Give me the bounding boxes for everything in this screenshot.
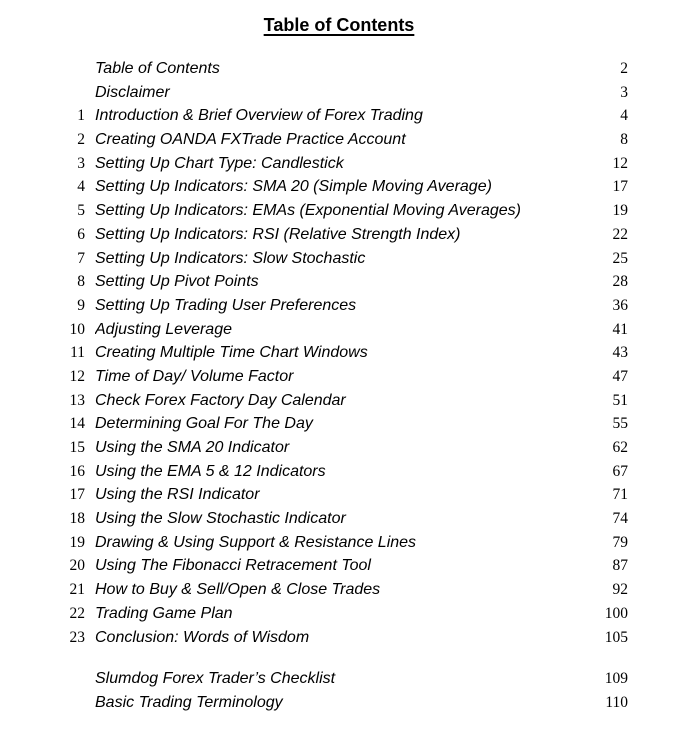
toc-entry-page-number: 25 [612, 249, 628, 267]
toc-entry [0, 602, 628, 626]
toc-entry [0, 578, 628, 602]
toc-entry-title: Using the EMA 5 & 12 Indicators [95, 462, 326, 480]
toc-entry [0, 318, 628, 342]
toc-entry-page-number: 100 [604, 604, 628, 622]
toc-entry-number: 22 [69, 604, 85, 622]
toc-entry-number: 4 [77, 178, 85, 196]
toc-entry [0, 460, 628, 484]
toc-entry-number: 13 [69, 391, 85, 409]
toc-entry-title: Setting Up Trading User Preferences [95, 296, 357, 314]
toc-entry-page-number: 8 [620, 131, 628, 149]
toc-entry-title: How to Buy & Sell/Open & Close Trades [95, 581, 381, 599]
toc-entry [0, 128, 628, 152]
toc-entry-title: Basic Trading Terminology [95, 693, 283, 711]
toc-entry-title: Adjusting Leverage [95, 320, 232, 338]
toc-entry-number: 6 [77, 225, 85, 243]
toc-entry-page-number: 43 [612, 344, 628, 362]
toc-entry-page-number: 17 [612, 178, 628, 196]
toc-entry-title: Using the Slow Stochastic Indicator [95, 510, 346, 528]
toc-entry-page-number: 109 [604, 670, 628, 688]
toc-entry-number: 15 [69, 439, 85, 456]
toc-entry [0, 626, 628, 650]
toc-entry-number: 20 [69, 557, 85, 575]
toc-entry-page-number: 4 [620, 107, 628, 125]
toc-entry-page-number: 87 [612, 557, 628, 575]
toc-entry-number: 14 [69, 415, 85, 433]
toc-entry-title: Conclusion: Words of Wisdom [95, 628, 310, 646]
toc-entry-page-number: 2 [620, 60, 628, 77]
toc-entry-page-number: 12 [612, 154, 628, 172]
toc-entry-page-number: 105 [604, 628, 628, 646]
toc-entry-number: 3 [77, 154, 85, 172]
toc-entry-title: Creating Multiple Time Chart Windows [95, 344, 368, 362]
toc-entry [0, 436, 628, 460]
toc-entry-page-number: 19 [612, 202, 628, 220]
toc-entry-title: Drawing & Using Support & Resistance Lines [95, 533, 417, 551]
toc-entry-page-number: 55 [612, 415, 628, 433]
toc-entry-number: 17 [69, 486, 85, 504]
toc-entry-number: 23 [69, 628, 85, 646]
toc-entry [0, 691, 628, 715]
toc-entry-title: Slumdog Forex Trader’s Checklist [95, 670, 336, 688]
toc-entry [0, 389, 628, 413]
page-title: Table of Contents [263, 15, 415, 35]
toc-entry-page-number: 79 [612, 533, 628, 551]
toc-chapters-section [0, 104, 628, 649]
toc-entry-number: 10 [69, 320, 85, 338]
toc-entry [0, 294, 628, 318]
toc-entry-page-number: 51 [612, 391, 628, 409]
toc-entry-title: Disclaimer [95, 83, 170, 101]
toc-entry-number: 1 [77, 107, 85, 125]
toc-entry-number: 5 [77, 202, 85, 220]
toc-entry-page-number: 36 [612, 296, 628, 314]
toc-appendix-section [0, 667, 628, 714]
toc-entry [0, 341, 628, 365]
toc-entry [0, 81, 628, 105]
toc-entry-title: Determining Goal For The Day [95, 415, 313, 433]
toc-entry-title: Using the RSI Indicator [95, 486, 260, 504]
toc-entry [0, 531, 628, 555]
toc-entry-page-number: 41 [612, 320, 628, 338]
toc-entry-title: Using The Fibonacci Retracement Tool [95, 557, 371, 575]
toc-entry-title: Setting Up Indicators: Slow Stochastic [95, 249, 366, 267]
toc-entry [0, 507, 628, 531]
toc-entry-title: Setting Up Indicators: SMA 20 (Simple Moving Average) [95, 178, 492, 196]
toc-entry [0, 667, 628, 691]
toc-entry-page-number: 110 [605, 693, 628, 711]
toc-entry-title: Setting Up Pivot Points [95, 273, 259, 291]
toc-entry [0, 365, 628, 389]
toc-front-section [0, 57, 628, 104]
toc-entry-number: 11 [70, 344, 85, 362]
toc-entry [0, 223, 628, 247]
toc-entry-page-number: 28 [612, 273, 628, 291]
toc-entry [0, 152, 628, 176]
toc-entry-number: 9 [77, 296, 85, 314]
toc-entry-number: 7 [77, 249, 85, 267]
toc-entry-title: Introduction & Brief Overview of Forex Trading [95, 107, 423, 125]
toc-entry-number: 21 [69, 581, 85, 599]
toc-entry-number: 12 [69, 367, 85, 385]
toc-entry-page-number: 62 [612, 439, 628, 456]
toc-entry-page-number: 67 [612, 462, 628, 480]
toc-entry-page-number: 74 [612, 510, 628, 528]
toc-entry [0, 270, 628, 294]
toc-entry-title: Table of Contents [95, 60, 220, 77]
toc-entry [0, 247, 628, 271]
toc-entry [0, 57, 628, 81]
toc-entry-number: 18 [69, 510, 85, 528]
table-of-contents [0, 57, 678, 715]
toc-entry-number: 8 [77, 273, 85, 291]
toc-entry [0, 483, 628, 507]
toc-entry [0, 104, 628, 128]
toc-entry [0, 175, 628, 199]
toc-entry-title: Check Forex Factory Day Calendar [95, 391, 346, 409]
toc-entry-number: 2 [77, 131, 85, 149]
toc-section-gap [0, 649, 628, 667]
toc-entry [0, 412, 628, 436]
toc-entry-number: 19 [69, 533, 85, 551]
toc-entry-title: Setting Up Indicators: EMAs (Exponential Moving Averages) [95, 202, 521, 220]
toc-entry-title: Trading Game Plan [95, 604, 233, 622]
toc-entry [0, 199, 628, 223]
toc-entry-page-number: 3 [620, 83, 628, 101]
toc-entry-page-number: 71 [612, 486, 628, 504]
toc-entry-title: Setting Up Indicators: RSI (Relative Strength Index) [95, 225, 461, 243]
toc-entry-number: 16 [69, 462, 85, 480]
toc-entry-title: Time of Day/ Volume Factor [95, 367, 294, 385]
toc-entry-page-number: 92 [612, 581, 628, 599]
toc-entry-title: Setting Up Chart Type: Candlestick [95, 154, 344, 172]
toc-entry-title: Creating OANDA FXTrade Practice Account [95, 131, 406, 149]
toc-entry [0, 554, 628, 578]
toc-entry-page-number: 47 [612, 367, 628, 385]
toc-entry-page-number: 22 [612, 225, 628, 243]
toc-entry-title: Using the SMA 20 Indicator [95, 439, 290, 456]
